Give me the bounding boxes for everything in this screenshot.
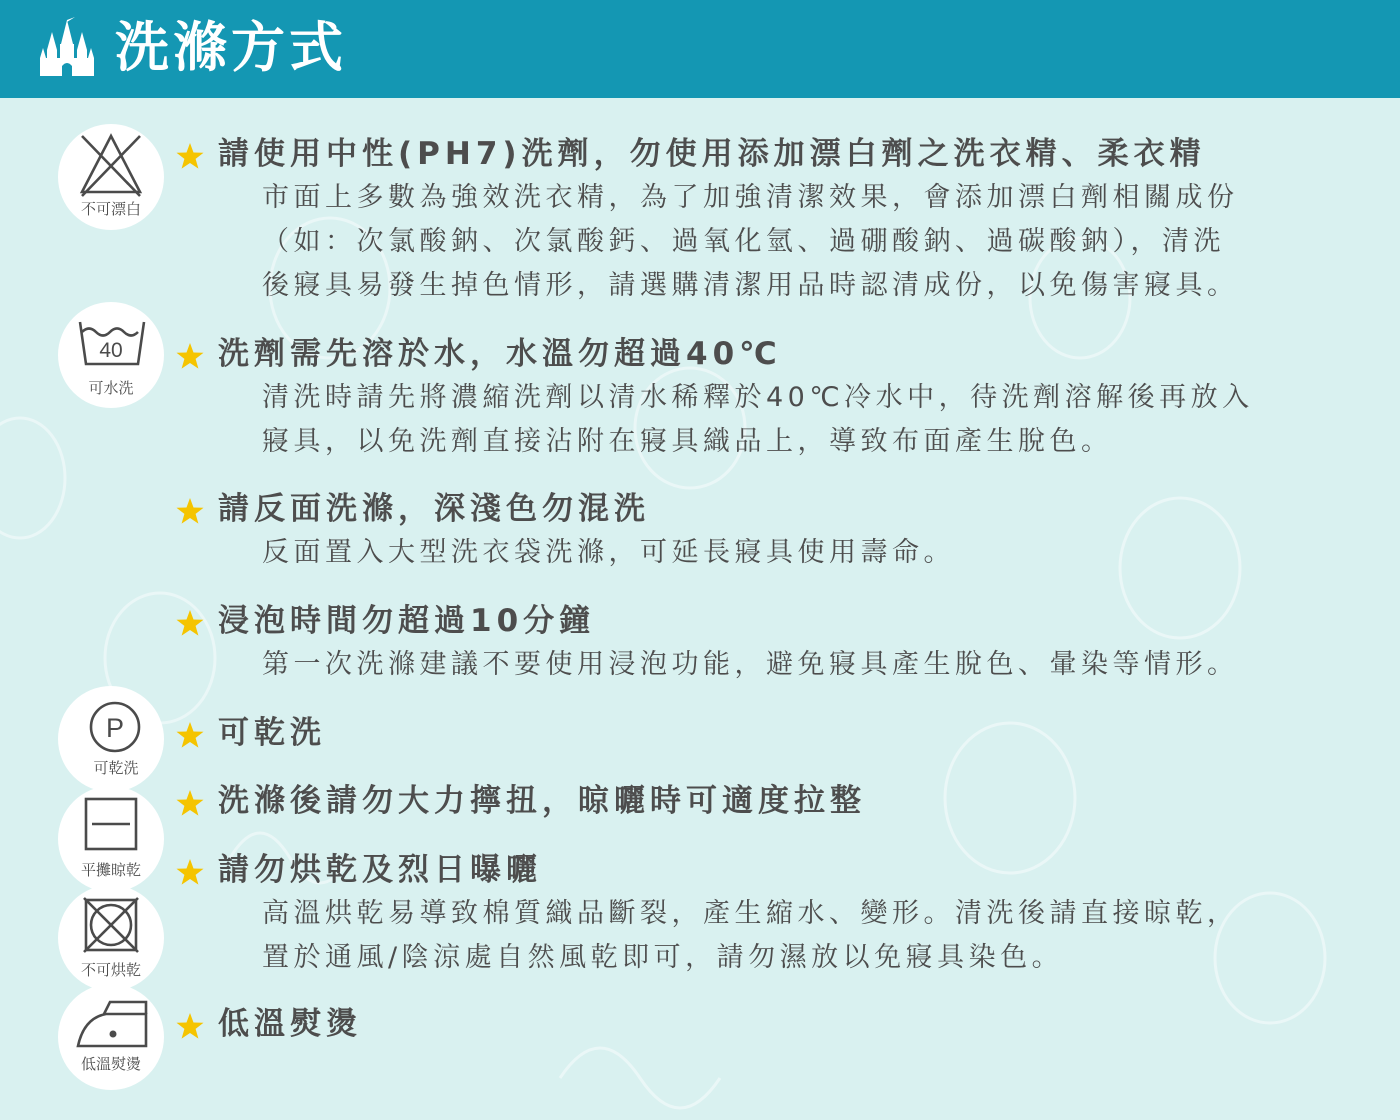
care-item-title: 洗滌後請勿大力擰扭，晾曬時可適度拉整 [218, 783, 866, 819]
care-item-body [262, 531, 1372, 575]
care-item-title: 請勿烘乾及烈日曝曬 [218, 852, 542, 888]
care-item-body [262, 643, 1372, 687]
iron-low-icon [58, 984, 164, 1090]
care-item-title: 浸泡時間勿超過10分鐘 [218, 603, 596, 639]
page-title: 洗滌方式 [115, 16, 347, 79]
care-item-title: 洗劑需先溶於水，水溫勿超過40℃ [218, 336, 782, 372]
dry-clean-label: 可乾洗 [93, 759, 139, 777]
dry-clean-letter: P [105, 713, 125, 743]
no-bleach-icon-badge [58, 124, 164, 230]
star-icon [176, 1012, 204, 1040]
star-icon [176, 142, 204, 170]
star-icon [176, 609, 204, 637]
dry-clean-icon-badge [58, 686, 164, 792]
care-item-line: 反面置入大型洗衣袋洗滌，可延長寢具使用壽命。 [262, 537, 955, 568]
no-bleach-label: 不可漂白 [80, 200, 141, 218]
star-icon [176, 497, 204, 525]
care-item-line: （如：次氯酸鈉、次氯酸鈣、過氧化氫、過硼酸鈉、過碳酸鈉），清洗 [262, 226, 1225, 257]
flat-dry-icon-badge [58, 786, 164, 892]
wash-temperature: 40 [99, 339, 123, 362]
iron-low-icon-badge [58, 984, 164, 1090]
care-item-title: 請使用中性(PH7)洗劑，勿使用添加漂白劑之洗衣精、柔衣精 [218, 136, 1206, 172]
care-item-body [262, 376, 1372, 464]
care-item-line: 市面上多數為強效洗衣精，為了加強清潔效果，會添加漂白劑相關成份 [262, 182, 1239, 213]
star-icon [176, 789, 204, 817]
care-item-title: 請反面洗滌，深淺色勿混洗 [218, 491, 650, 527]
care-item-line: 高溫烘乾易導致棉質織品斷裂，產生縮水、變形。清洗後請直接晾乾， [262, 898, 1239, 929]
no-tumble-dry-icon-badge [58, 885, 164, 991]
star-icon [176, 721, 204, 749]
care-item-body [262, 176, 1372, 308]
no-tumble-dry-label: 不可烘乾 [80, 961, 141, 979]
star-icon [176, 342, 204, 370]
care-item-line: 寢具，以免洗劑直接沾附在寢具織品上，導致布面產生脫色。 [262, 426, 1113, 457]
care-item-line: 置於通風/陰涼處自然風乾即可，請勿濕放以免寢具染色。 [262, 942, 1064, 973]
flat-dry-label: 平攤晾乾 [80, 861, 141, 879]
care-item-title: 可乾洗 [218, 715, 326, 751]
iron-low-label: 低溫熨燙 [80, 1055, 141, 1073]
wash-label: 可水洗 [88, 379, 134, 397]
care-item-line: 第一次洗滌建議不要使用浸泡功能，避免寢具產生脫色、暈染等情形。 [262, 649, 1239, 680]
wash-40-icon-badge [58, 302, 164, 408]
care-item-body [262, 892, 1372, 980]
castle-icon [40, 10, 94, 78]
care-item-title: 低溫熨燙 [218, 1006, 362, 1042]
header-bar [0, 0, 1400, 98]
care-item-line: 清洗時請先將濃縮洗劑以清水稀釋於40℃冷水中，待洗劑溶解後再放入 [262, 382, 1254, 413]
care-item-line: 後寢具易發生掉色情形，請選購清潔用品時認清成份，以免傷害寢具。 [262, 270, 1239, 301]
star-icon [176, 858, 204, 886]
